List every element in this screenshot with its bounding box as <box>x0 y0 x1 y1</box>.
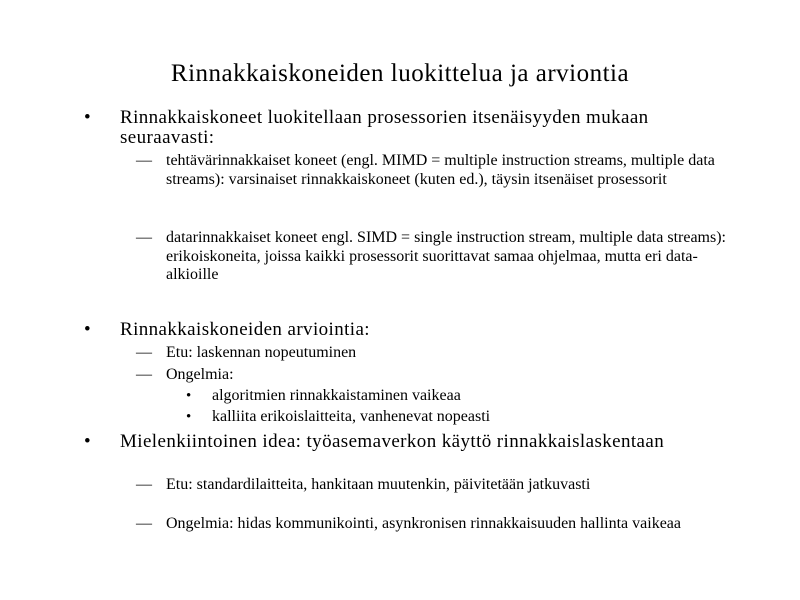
dash-marker: — <box>136 229 152 246</box>
bullet-marker: • <box>84 431 91 452</box>
bullet-marker: • <box>84 319 91 340</box>
dash-marker: — <box>136 476 152 493</box>
dash-marker: — <box>136 366 152 383</box>
sub-bullet-marker: • <box>186 388 192 404</box>
dash-marker: — <box>136 515 152 532</box>
bullet-3-item-2: Ongelmia: hidas kommunikointi, asynkronisen rinnakkaisuuden hallinta vaikeaa <box>166 515 681 532</box>
dash-marker: — <box>136 344 152 361</box>
bullet-2-item-1: Etu: laskennan nopeutuminen <box>166 344 357 361</box>
bullet-1-text: Rinnakkaiskoneet luokitellaan prosessorien itsenäisyyden mukaan seuraavasti: <box>120 107 649 148</box>
bullet-2-subitem-1: algoritmien rinnakkaistaminen vaikeaa <box>212 387 461 404</box>
dash-marker: — <box>136 152 152 169</box>
bullet-2-subitem-2: kalliita erikoislaitteita, vanhenevat nopeasti <box>212 408 491 425</box>
bullet-2-item-2: Ongelmia: <box>166 366 234 383</box>
bullet-3-text: Mielenkiintoinen idea: työasemaverkon käyttö rinnakkaislaskentaan <box>120 431 665 452</box>
bullet-2-text: Rinnakkaiskoneiden arviointia: <box>120 319 370 340</box>
sub-bullet-marker: • <box>186 409 192 425</box>
bullet-marker: • <box>84 107 91 128</box>
slide-title: Rinnakkaiskoneiden luokittelua ja arviontia <box>170 60 630 87</box>
bullet-1-item-2: datarinnakkaiset koneet engl. SIMD = single instruction stream, multiple data streams): erikoiskoneita, joissa kaikki prosessorit suorittavat samaa ohjelmaa, mutta eri data-alkioille <box>166 229 726 283</box>
bullet-3-item-1: Etu: standardilaitteita, hankitaan muutenkin, päivitetään jatkuvasti <box>166 476 591 493</box>
bullet-1-item-1: tehtävärinnakkaiset koneet (engl. MIMD = multiple instruction streams, multiple data streams): varsinaiset rinnakkaiskoneet (kuten ed.), täysin itsenäiset prosessorit <box>166 152 715 188</box>
